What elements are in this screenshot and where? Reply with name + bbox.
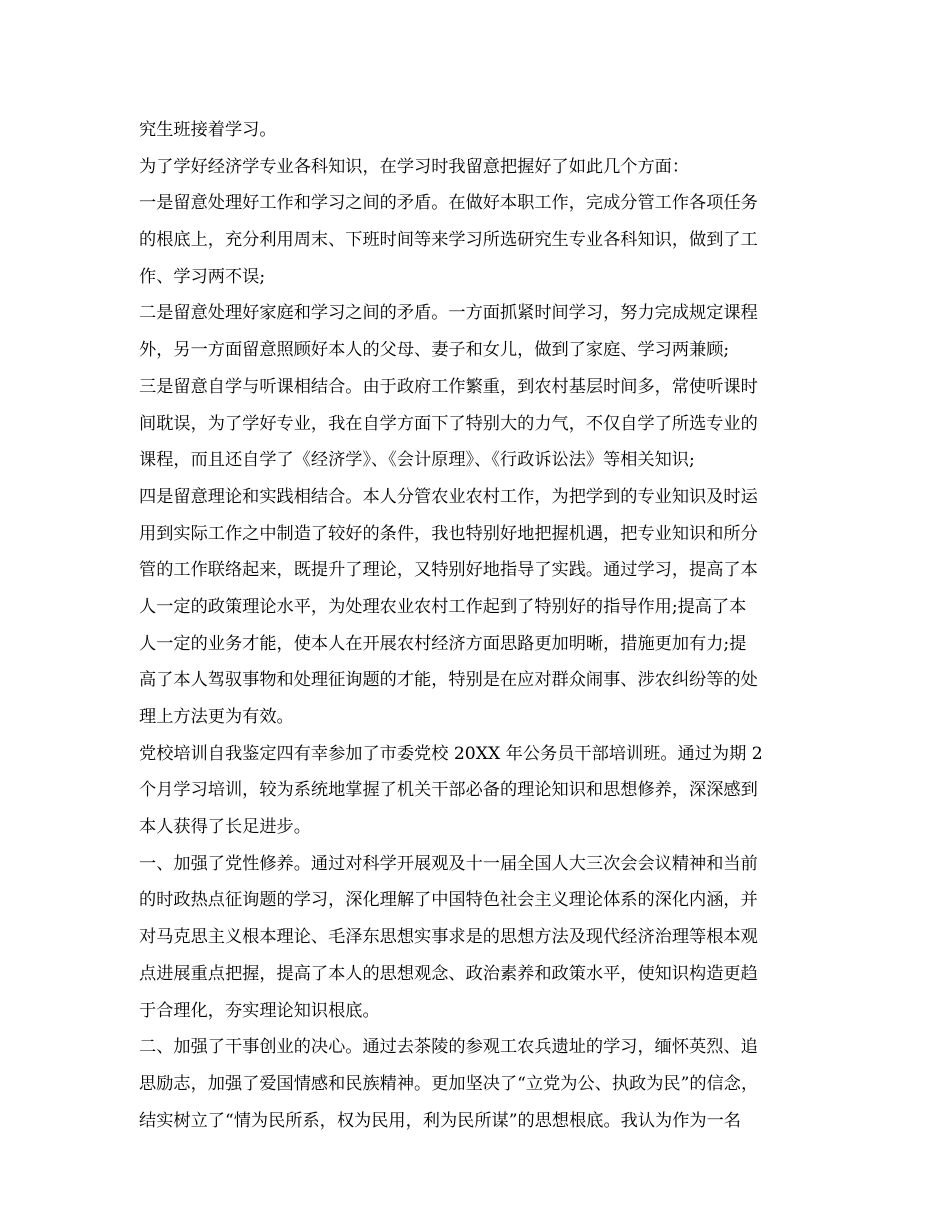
text-line: 人一定的政策理论水平，为处理农业农村工作起到了特别好的指导作用;提高了本 <box>139 596 747 617</box>
text-line: 究生班接着学习。 <box>139 120 277 140</box>
text-line: 用到实际工作之中制造了较好的条件，我也特别好地把握机遇，把专业知识和所分 <box>139 523 758 544</box>
document-body <box>139 112 819 1139</box>
text-line: 课程，而且还自学了《经济学》、《会计原理》、《行政诉讼法》等相关知识; <box>139 450 695 471</box>
text-line: 间耽误，为了学好专业，我在自学方面下了特别大的力气，不仅自学了所选专业的 <box>139 413 758 434</box>
text-line: 的时政热点征询题的学习，深化理解了中国特色社会主义理论体系的深化内涵，并 <box>139 890 758 911</box>
text-line: 理上方法更为有效。 <box>139 707 294 727</box>
text-line: 党校培训自我鉴定四有幸参加了市委党校 20XX 年公务员干部培训班。通过为期 2 <box>139 743 763 764</box>
text-line: 高了本人驾驭事物和处理征询题的才能，特别是在应对群众闹事、涉农纠纷等的处 <box>139 670 758 691</box>
text-line: 于合理化，夯实理论知识根底。 <box>139 1000 380 1021</box>
text-line: 外，另一方面留意照顾好本人的父母、妻子和女儿，做到了家庭、学习两兼顾; <box>139 340 730 361</box>
text-line: 管的工作联络起来，既提升了理论，又特别好地指导了实践。通过学习，提高了本 <box>139 560 758 581</box>
text-line: 三是留意自学与听课相结合。由于政府工作繁重，到农村基层时间多，常使听课时 <box>139 376 758 397</box>
text-line: 一是留意处理好工作和学习之间的矛盾。在做好本职工作，完成分管工作各项任务 <box>139 193 758 214</box>
text-line: 人一定的业务才能，使本人在开展农村经济方面思路更加明晰，措施更加有力;提 <box>139 633 747 654</box>
text-line: 对马克思主义根本理论、毛泽东思想实事求是的思想方法及现代经济治理等根本观 <box>139 927 758 948</box>
text-line: 点进展重点把握，提高了本人的思想观念、政治素养和政策水平，使知识构造更趋 <box>139 963 758 984</box>
text-line: 为了学好经济学专业各科知识，在学习时我留意把握好了如此几个方面： <box>139 156 690 177</box>
text-line: 结实树立了“情为民所系，权为民用，利为民所谋”的思想根底。我认为作为一名 <box>139 1110 741 1131</box>
text-line: 本人获得了长足进步。 <box>139 817 311 838</box>
text-line: 作、学习两不误; <box>139 266 266 287</box>
text-line: 一、加强了党性修养。通过对科学开展观及十一届全国人大三次会会议精神和当前 <box>139 853 758 874</box>
text-line: 二、加强了干事创业的决心。通过去茶陵的参观工农兵遗址的学习，缅怀英烈、追 <box>139 1037 758 1058</box>
text-line: 四是留意理论和实践相结合。本人分管农业农村工作，为把学到的专业知识及时运 <box>139 486 758 507</box>
text-line: 思励志，加强了爱国情感和民族精神。更加坚决了“立党为公、执政为民”的信念， <box>139 1073 759 1094</box>
text-line: 个月学习培训，较为系统地掌握了机关干部必备的理论知识和思想修养，深深感到 <box>139 780 758 801</box>
text-line: 的根底上，充分利用周末、下班时间等来学习所选研究生专业各科知识，做到了工 <box>139 230 758 251</box>
text-line: 二是留意处理好家庭和学习之间的矛盾。一方面抓紧时间学习，努力完成规定课程 <box>139 303 758 324</box>
